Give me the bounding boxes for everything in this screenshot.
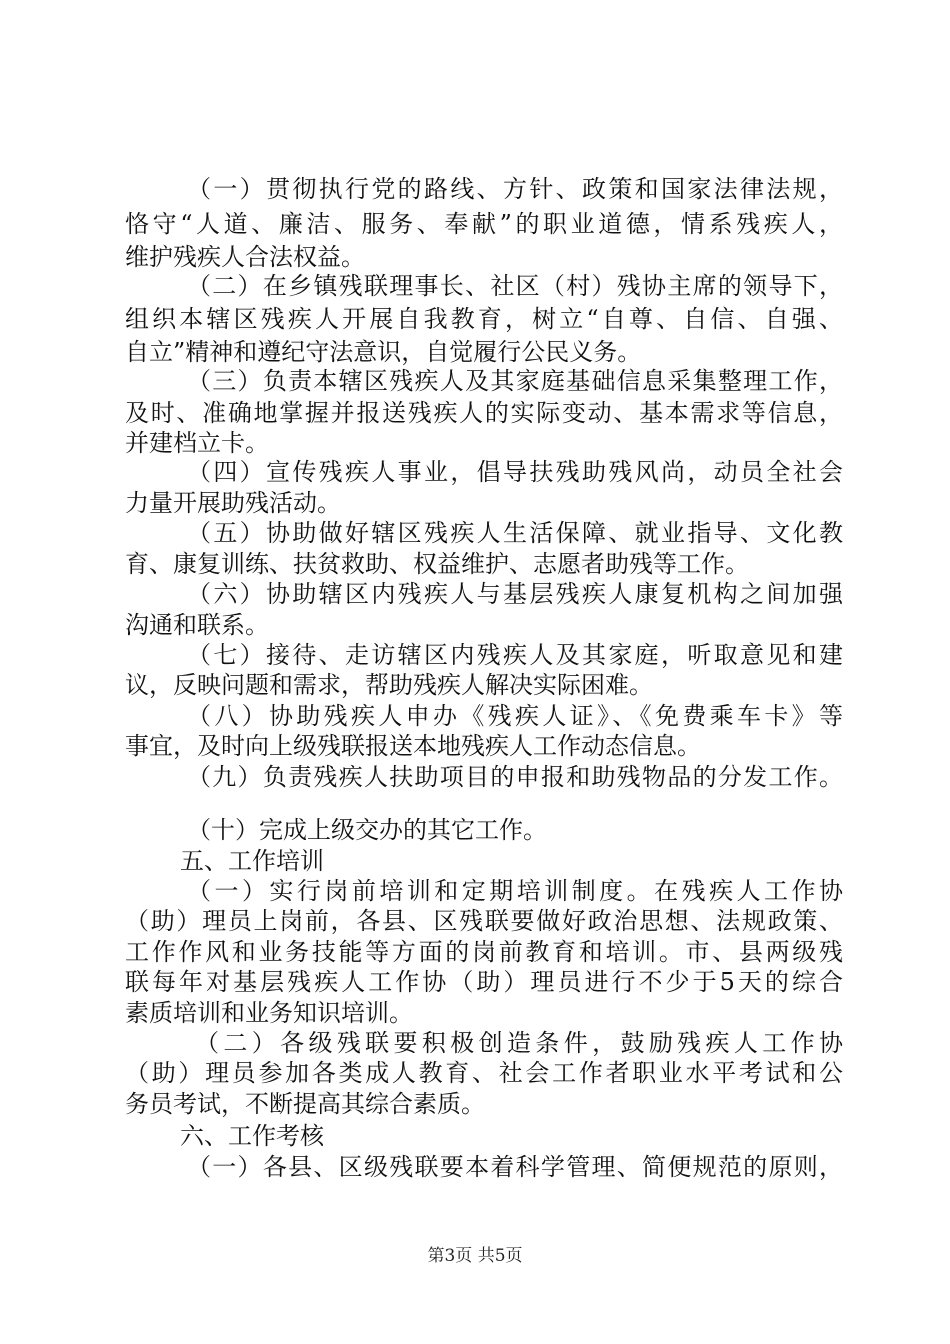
text-line: （一）贯彻执行党的路线、方针、政策和国家法律法规， xyxy=(187,175,843,203)
text-line: （二）各级残联要积极创造条件，鼓励残疾人工作协 xyxy=(195,1029,843,1057)
text-line: （四）宣传残疾人事业，倡导扶残助残风尚，动员全社会 xyxy=(187,458,843,486)
text-line: 力量开展助残活动。 xyxy=(125,489,341,517)
text-line: （一）实行岗前培训和定期培训制度。在残疾人工作协 xyxy=(187,877,843,905)
text-line: （助）理员上岗前，各县、区残联要做好政治思想、法规政策、 xyxy=(125,907,843,935)
text-line: （六）协助辖区内残疾人与基层残疾人康复机构之间加强 xyxy=(187,580,843,608)
text-line: （九）负责残疾人扶助项目的申报和助残物品的分发工作。 xyxy=(187,763,843,791)
text-line: 素质培训和业务知识培训。 xyxy=(125,999,413,1027)
text-line: 自立”精神和遵纪守法意识，自觉履行公民义务。 xyxy=(125,338,642,366)
text-line: （三）负责本辖区残疾人及其家庭基础信息采集整理工作， xyxy=(187,367,843,395)
text-line: （八）协助残疾人申办《残疾人证》、《免费乘车卡》等 xyxy=(187,702,843,730)
text-line: （助）理员参加各类成人教育、社会工作者职业水平考试和公 xyxy=(125,1059,843,1087)
text-line: 恪守“人道、廉洁、服务、奉献”的职业道德，情系残疾人， xyxy=(125,210,843,238)
text-line: 及时、准确地掌握并报送残疾人的实际变动、基本需求等信息， xyxy=(125,399,843,427)
text-line: 并建档立卡。 xyxy=(125,429,269,457)
text-line: 事宜，及时向上级残联报送本地残疾人工作动态信息。 xyxy=(125,732,701,760)
text-line: 工作作风和业务技能等方面的岗前教育和培训。市、县两级残 xyxy=(125,938,843,966)
text-line: （五）协助做好辖区残疾人生活保障、就业指导、文化教 xyxy=(187,519,843,547)
text-line: 议，反映问题和需求，帮助残疾人解决实际困难。 xyxy=(125,671,653,699)
text-line: （二）在乡镇残联理事长、社区（村）残协主席的领导下， xyxy=(187,272,843,300)
text-line: 联每年对基层残疾人工作协（助）理员进行不少于5天的综合 xyxy=(125,968,843,996)
section-heading: 五、工作培训 xyxy=(180,847,324,875)
section-heading: 六、工作考核 xyxy=(180,1122,324,1150)
text-line: 育、康复训练、扶贫救助、权益维护、志愿者助残等工作。 xyxy=(125,550,749,578)
text-line: 维护残疾人合法权益。 xyxy=(125,243,365,271)
text-line: 沟通和联系。 xyxy=(125,611,269,639)
text-line: 务员考试，不断提高其综合素质。 xyxy=(125,1090,485,1118)
text-line: （十）完成上级交办的其它工作。 xyxy=(187,816,547,844)
text-line: 组织本辖区残疾人开展自我教育，树立“自尊、自信、自强、 xyxy=(125,305,843,333)
text-line: （一）各县、区级残联要本着科学管理、简便规范的原则， xyxy=(187,1153,843,1181)
page-number: 第3页 共5页 xyxy=(427,1246,523,1266)
text-line: （七）接待、走访辖区内残疾人及其家庭，听取意见和建 xyxy=(187,641,843,669)
